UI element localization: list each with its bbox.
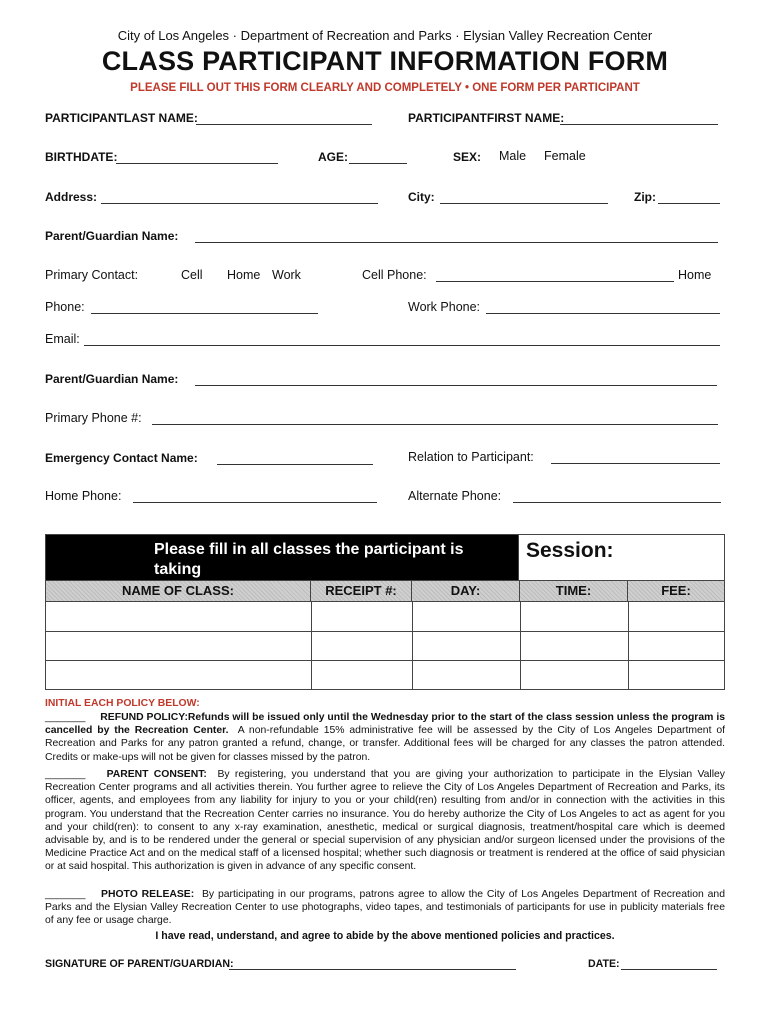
refund-body: A non-refundable 15% administrative fee will be assessed by the City of Los Angeles Department of Recreation and Parks for any patron granted a refund, change, or transfer. Additional fees will be charged for any classes the patron attended. Credits or make-ups will not be given for classes missed by the patron. — [45, 725, 725, 763]
signature-label: SIGNATURE OF PARENT/GUARDIAN: — [45, 958, 234, 970]
primary-contact-label: Primary Contact: — [45, 268, 139, 282]
consent-initial-blank[interactable]: _______ — [45, 769, 86, 780]
work-phone-field[interactable] — [486, 313, 720, 314]
zip-label: Zip: — [634, 190, 656, 204]
classes-banner-text: Please fill in all classes the participant is taking — [154, 541, 464, 578]
zip-field[interactable] — [658, 203, 720, 204]
cell-phone-label: Cell Phone: — [362, 268, 427, 282]
classes-banner — [46, 535, 519, 580]
refund-initial-blank[interactable]: _______ — [45, 712, 86, 723]
col-header-class: NAME OF CLASS: — [46, 581, 311, 601]
photo-title: PHOTO RELEASE: — [101, 889, 195, 900]
date-field[interactable] — [621, 969, 717, 970]
primary-phone-field[interactable] — [152, 424, 718, 425]
first-name-label: PARTICIPANTFIRST NAME: — [408, 111, 565, 125]
photo-release — [45, 888, 725, 928]
last-name-label: PARTICIPANTLAST NAME: — [45, 111, 198, 125]
table-row[interactable] — [46, 631, 724, 632]
col-header-receipt: RECEIPT #: — [311, 581, 412, 601]
policy-heading: INITIAL EACH POLICY BELOW: — [45, 698, 200, 709]
session-label: Session: — [526, 539, 614, 562]
age-field[interactable] — [349, 163, 407, 164]
birthdate-field[interactable] — [116, 163, 278, 164]
first-name-field[interactable] — [560, 124, 718, 125]
relation-label: Relation to Participant: — [408, 450, 534, 464]
guardian-name-label: Parent/Guardian Name: — [45, 229, 179, 243]
address-field[interactable] — [101, 203, 378, 204]
signature-field[interactable] — [229, 969, 516, 970]
col-header-time: TIME: — [520, 581, 628, 601]
home-phone-field[interactable] — [133, 502, 377, 503]
table-row[interactable] — [46, 660, 724, 661]
city-label: City: — [408, 190, 435, 204]
form-title: CLASS PARTICIPANT INFORMATION FORM — [101, 46, 669, 76]
alternate-phone-label: Alternate Phone: — [408, 489, 502, 503]
email-field[interactable] — [84, 345, 720, 346]
guardian-name2-field[interactable] — [195, 385, 717, 386]
primary-contact-home-option[interactable]: Home — [227, 268, 261, 282]
col-header-fee: FEE: — [628, 581, 724, 601]
form-subtitle: PLEASE FILL OUT THIS FORM CLEARLY AND COMPLETELY • ONE FORM PER PARTICIPANT — [130, 82, 640, 94]
email-label: Email: — [45, 332, 80, 346]
photo-initial-blank[interactable]: _______ — [45, 889, 86, 900]
col-header-day: DAY: — [412, 581, 520, 601]
photo-body: By participating in our programs, patrons agree to allow the City of Los Angeles Department of Recreation and Parks and the Elysian Valley Recreation Center to use photographs, video tapes, and testimonials of participants for use in publicity materials free of any fee or usage charge. — [45, 889, 725, 927]
birthdate-label: BIRTHDATE: — [45, 150, 118, 164]
cell-phone-field[interactable] — [436, 281, 674, 282]
age-label: AGE: — [318, 150, 348, 164]
date-label: DATE: — [588, 958, 620, 970]
refund-title: REFUND POLICY:Refunds will be issued only until the Wednesday prior to the start of the class session unless the program is cancelled by the Recreation Center. — [45, 712, 725, 737]
consent-body: By registering, you understand that you are giving your authorization to participate in the Elysian Valley Recreation Center programs and all activities therein. You further agree to relieve the City of Los Angeles Department of Recreation and Parks, its officer, agents, and employees from any liability for injury to you or your child(ren) resulting from and/or in connection with the activities in this program. You understand that the Recreation Center carries no insurance. You do hereby authorize the City of Los Angeles to act as agent for you and your child(ren): to consent to any x-ray examination, anesthetic, medical or surgical diagnosis, treatment/hospital care which is deemed advisable by, and is to be rendered under the general or special supervision of any physician and/or surgeon licensed under the provisions of the Medicine Practice Act and on the medical staff of a licensed hospital; whether such diagnosis or treatment is rendered at the office of said physician or at said hospital. This authorization is given in advance of any specific consent. — [45, 769, 725, 873]
relation-field[interactable] — [551, 463, 720, 464]
last-name-field[interactable] — [196, 124, 372, 125]
guardian-name2-label: Parent/Guardian Name: — [45, 372, 179, 386]
parent-consent — [45, 768, 725, 874]
primary-phone-label: Primary Phone #: — [45, 411, 142, 425]
header-org: City of Los Angeles · Department of Recreation and Parks · Elysian Valley Recreation Center — [117, 28, 653, 43]
emergency-name-field[interactable] — [217, 464, 373, 465]
guardian-name-field[interactable] — [195, 242, 718, 243]
phone-field[interactable] — [91, 313, 318, 314]
primary-contact-cell-option[interactable]: Cell — [181, 268, 203, 282]
consent-title: PARENT CONSENT: — [106, 769, 207, 780]
city-field[interactable] — [440, 203, 608, 204]
address-label: Address: — [45, 190, 98, 204]
primary-contact-work-option[interactable]: Work — [272, 268, 301, 282]
agree-statement: I have read, understand, and agree to abide by the above mentioned policies and practices. — [155, 930, 615, 942]
sex-female-option[interactable]: Female — [544, 149, 586, 163]
sex-male-option[interactable]: Male — [499, 149, 527, 163]
home-suffix-label: Home — [678, 268, 712, 282]
work-phone-label: Work Phone: — [408, 300, 481, 314]
sex-label: SEX: — [453, 150, 482, 164]
alternate-phone-field[interactable] — [513, 502, 721, 503]
phone-label: Phone: — [45, 300, 85, 314]
home-phone-label: Home Phone: — [45, 489, 122, 503]
classes-table — [45, 534, 725, 690]
emergency-name-label: Emergency Contact Name: — [45, 451, 198, 465]
refund-policy — [45, 711, 725, 764]
